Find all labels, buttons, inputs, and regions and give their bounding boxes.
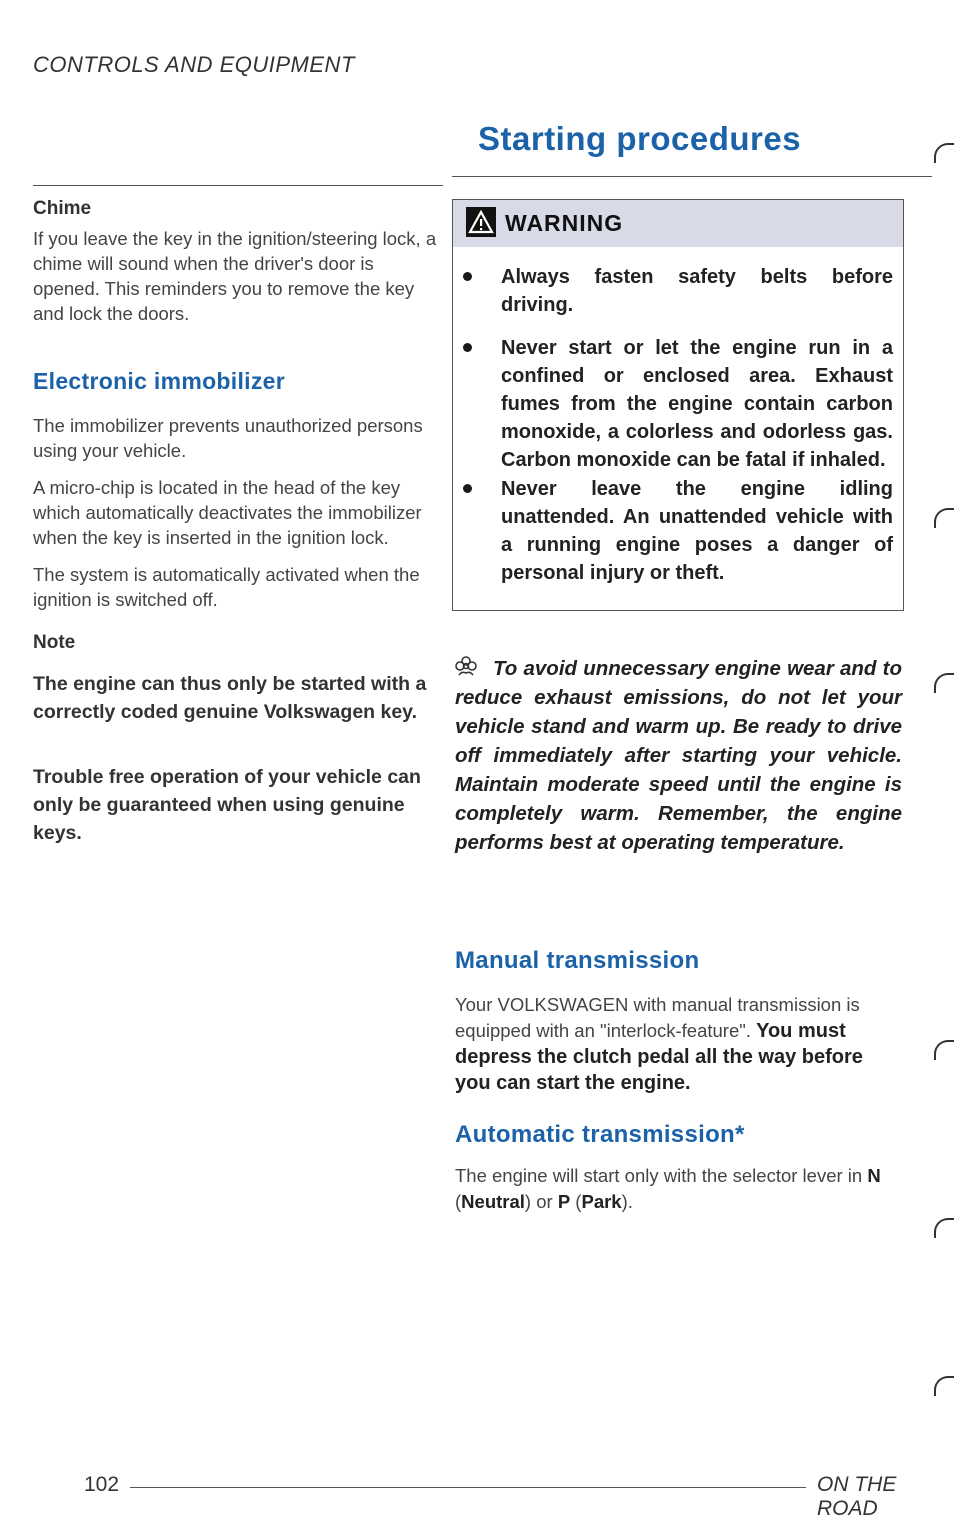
note-heading: Note [33,632,76,653]
footer-section: ON THE ROAD [817,1473,897,1520]
title-rule [452,176,932,177]
thumb-index-mark [934,1376,954,1396]
automatic-text: The engine will start only with the selector lever in [455,1165,868,1186]
thumb-index-mark [934,143,954,163]
immobilizer-paragraph-2: A micro-chip is located in the head of the key which automatically deactivates the immobilizer when the key is inserted in the ignition lock. [33,477,422,548]
immobilizer-paragraph-3: The system is automatically activated when the ignition is switched off. [33,564,420,610]
bullet-dot [463,343,472,352]
neutral-letter: N [867,1165,881,1186]
manual-transmission-text: Your VOLKSWAGEN with manual transmission is equipped with an "interlock-feature". [455,994,860,1041]
manual-transmission-heading: Manual transmission [455,947,700,974]
immobilizer-heading: Electronic immobilizer [33,368,285,394]
immobilizer-paragraph-1: The immobilizer prevents unauthorized persons using your vehicle. [33,415,423,461]
starting-procedures-title: Starting procedures [478,120,802,157]
warning-label: WARNING [505,210,624,236]
warning-bullet-text: Never leave the engine idling unattended. An unattended vehicle with a running engine poses a danger of personal injury or theft. [501,478,893,584]
automatic-transmission-heading: Automatic transmission* [455,1121,745,1148]
park-word: Park [581,1191,622,1212]
warning-bullet-3 [463,475,893,587]
chime-top-rule [33,185,443,186]
page-number: 102 [84,1473,120,1496]
section-header: CONTROLS AND EQUIPMENT [33,52,355,77]
or-word: or [531,1191,558,1212]
footer-rule [130,1487,806,1488]
note-paragraph-1: The engine can thus only be started with a correctly coded genuine Volkswagen key. [33,673,427,723]
warning-bullet-text: Never start or let the engine run in a confined or enclosed area. Exhaust fumes from the engine contain carbon monoxide, a colorless and odorless gas. Carbon monoxide can be fatal if inhaled. [501,337,893,471]
bullet-dot [463,484,472,493]
warning-header [453,200,903,247]
bullet-dot [463,272,472,281]
chime-paragraph: If you leave the key in the ignition/steering lock, a chime will sound when the driver's door is opened. This reminders you to remove the key and lock the doors. [33,228,437,324]
warning-box [452,199,904,611]
thumb-index-mark [934,673,954,693]
park-letter: P [557,1191,571,1212]
thumb-index-mark [934,1040,954,1060]
manual-transmission-paragraph [455,992,900,1096]
warning-bullet-1 [463,263,893,319]
warning-bullet-text: Always fasten safety belts before driving. [501,266,893,316]
automatic-transmission-paragraph: The engine will start only with the selector lever in N (Neutral) or P (Park). [455,1165,881,1212]
note-paragraph-2: Trouble free operation of your vehicle can only be guaranteed when using genuine keys. [33,766,421,844]
manual-transmission-bold: You must depress the clutch pedal all the way before you can start the engine. [455,1020,863,1094]
warning-bullet-2 [463,334,893,474]
neutral-word: Neutral [461,1191,525,1212]
warning-triangle-icon [466,207,496,237]
thumb-index-mark [934,1218,954,1238]
chime-heading: Chime [33,198,92,219]
environment-tip-text: To avoid unnecessary engine wear and to reduce exhaust emissions, do not let your vehicle stand and warm up. Be ready to drive off immediately after starting your vehicle. Maintain moderate speed until the engine is completely warm. Remember, the engine performs best at operating temperature. [455,657,902,854]
thumb-index-mark [934,508,954,528]
